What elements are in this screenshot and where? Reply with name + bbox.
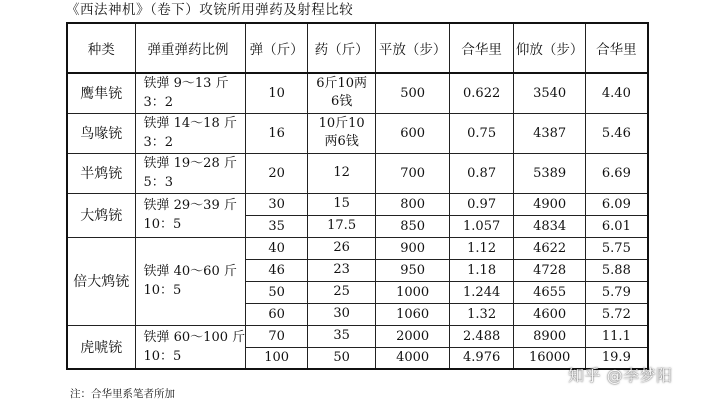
powder-weight-cell: 50 <box>308 347 376 369</box>
header-row <box>67 23 648 73</box>
flat-range-cell: 500 <box>376 73 450 113</box>
header-cell: 合华里 <box>450 23 514 73</box>
footnote: 注：合华里系笔者所加 <box>70 388 175 400</box>
gun-type-cell: 倍大鸩铳 <box>67 237 135 325</box>
elevated-range-cell: 5389 <box>514 153 586 193</box>
ratio-cell <box>135 153 246 193</box>
elevated-range-li-cell: 6.01 <box>586 215 648 237</box>
elevated-range-cell: 16000 <box>514 347 586 369</box>
bullet-weight-cell: 40 <box>246 237 308 259</box>
powder-weight-cell: 30 <box>308 303 376 325</box>
ratio-line-proportion: 5：3 <box>143 175 174 190</box>
powder-weight-cell: 15 <box>308 193 376 215</box>
elevated-range-li-cell: 6.09 <box>586 193 648 215</box>
ratio-line-proportion: 10：5 <box>143 283 182 298</box>
ratio-cell <box>135 237 246 325</box>
bullet-weight-cell: 10 <box>246 73 308 113</box>
header-cell: 合华里 <box>586 23 648 73</box>
elevated-range-cell: 4834 <box>514 215 586 237</box>
gun-type-cell: 鹰隼铳 <box>67 73 135 113</box>
gun-type-cell: 虎唬铳 <box>67 325 135 369</box>
flat-range-cell: 2000 <box>376 325 450 347</box>
powder-weight-cell: 6斤10两6钱 <box>308 73 376 113</box>
gun-type-cell: 大鸩铳 <box>67 193 135 237</box>
ratio-line-proportion: 10：5 <box>143 217 182 232</box>
powder-weight-cell: 17.5 <box>308 215 376 237</box>
powder-weight-cell: 35 <box>308 325 376 347</box>
flat-range-cell: 800 <box>376 193 450 215</box>
ratio-line-bullet: 铁弹 29～39 斤 <box>143 198 237 213</box>
header-cell: 种类 <box>67 23 135 73</box>
elevated-range-li-cell: 19.9 <box>586 347 648 369</box>
flat-range-li-cell: 1.12 <box>450 237 514 259</box>
ratio-line-proportion: 3：2 <box>143 135 174 150</box>
gun-type-cell: 半鸩铳 <box>67 153 135 193</box>
elevated-range-li-cell: 5.46 <box>586 113 648 153</box>
ratio-line-proportion: 3：2 <box>143 95 174 111</box>
table-row <box>67 113 648 153</box>
flat-range-li-cell: 0.87 <box>450 153 514 193</box>
powder-weight-cell: 25 <box>308 281 376 303</box>
table-caption: 《西法神机》（卷下）攻铳所用弹药及射程比较 <box>66 2 354 18</box>
elevated-range-li-cell: 5.75 <box>586 237 648 259</box>
comparison-table <box>66 22 649 370</box>
ratio-line-bullet: 铁弹 19～28 斤 <box>143 156 237 171</box>
gun-type-cell: 鸟喙铳 <box>67 113 135 153</box>
bullet-weight-cell: 70 <box>246 325 308 347</box>
flat-range-cell: 850 <box>376 215 450 237</box>
flat-range-li-cell: 1.057 <box>450 215 514 237</box>
elevated-range-li-cell: 5.72 <box>586 303 648 325</box>
bullet-weight-cell: 30 <box>246 193 308 215</box>
table-row <box>67 73 648 113</box>
flat-range-cell: 1060 <box>376 303 450 325</box>
powder-weight-cell: 26 <box>308 237 376 259</box>
flat-range-li-cell: 0.622 <box>450 73 514 113</box>
ratio-line-bullet: 铁弹 14～18 斤 <box>143 116 237 131</box>
ratio-cell <box>135 113 246 153</box>
table-row <box>67 193 648 215</box>
elevated-range-cell: 4900 <box>514 193 586 215</box>
elevated-range-cell: 4622 <box>514 237 586 259</box>
bullet-weight-cell: 46 <box>246 259 308 281</box>
bullet-weight-cell: 50 <box>246 281 308 303</box>
flat-range-cell: 900 <box>376 237 450 259</box>
bullet-weight-cell: 16 <box>246 113 308 153</box>
elevated-range-cell: 3540 <box>514 73 586 113</box>
flat-range-li-cell: 2.488 <box>450 325 514 347</box>
elevated-range-li-cell: 5.88 <box>586 259 648 281</box>
elevated-range-li-cell: 4.40 <box>586 73 648 113</box>
ratio-cell <box>135 193 246 237</box>
watermark: 知乎 @李梦阳 <box>568 366 673 385</box>
elevated-range-li-cell: 6.69 <box>586 153 648 193</box>
powder-weight-cell: 10斤10两6钱 <box>308 113 376 153</box>
flat-range-cell: 600 <box>376 113 450 153</box>
flat-range-li-cell: 1.18 <box>450 259 514 281</box>
elevated-range-cell: 4600 <box>514 303 586 325</box>
ratio-line-bullet: 铁弹 60～100 斤 <box>143 329 246 345</box>
table-row <box>67 237 648 259</box>
header-cell: 仰放（步） <box>514 23 586 73</box>
flat-range-cell: 700 <box>376 153 450 193</box>
elevated-range-li-cell: 5.79 <box>586 281 648 303</box>
elevated-range-cell: 4387 <box>514 113 586 153</box>
flat-range-li-cell: 1.32 <box>450 303 514 325</box>
flat-range-cell: 4000 <box>376 347 450 369</box>
bullet-weight-cell: 20 <box>246 153 308 193</box>
bullet-weight-cell: 35 <box>246 215 308 237</box>
ratio-line-bullet: 铁弹 40～60 斤 <box>143 264 237 279</box>
flat-range-li-cell: 4.976 <box>450 347 514 369</box>
header-cell: 弹（斤） <box>246 23 308 73</box>
elevated-range-cell: 4655 <box>514 281 586 303</box>
powder-weight-cell: 12 <box>308 153 376 193</box>
bullet-weight-cell: 60 <box>246 303 308 325</box>
elevated-range-cell: 4728 <box>514 259 586 281</box>
table-row <box>67 325 648 347</box>
header-cell: 药（斤） <box>308 23 376 73</box>
bullet-weight-cell: 100 <box>246 347 308 369</box>
ratio-line-proportion: 10：5 <box>143 348 182 364</box>
header-cell: 弹重弹药比例 <box>135 23 246 73</box>
flat-range-cell: 950 <box>376 259 450 281</box>
powder-weight-cell: 23 <box>308 259 376 281</box>
table-row <box>67 153 648 193</box>
header-cell: 平放（步） <box>376 23 450 73</box>
ratio-line-bullet: 铁弹 9～13 斤 <box>143 76 229 92</box>
flat-range-li-cell: 0.75 <box>450 113 514 153</box>
ratio-cell <box>135 325 246 369</box>
flat-range-li-cell: 0.97 <box>450 193 514 215</box>
elevated-range-li-cell: 11.1 <box>586 325 648 347</box>
ratio-cell <box>135 73 246 113</box>
elevated-range-cell: 8900 <box>514 325 586 347</box>
flat-range-li-cell: 1.244 <box>450 281 514 303</box>
flat-range-cell: 1000 <box>376 281 450 303</box>
